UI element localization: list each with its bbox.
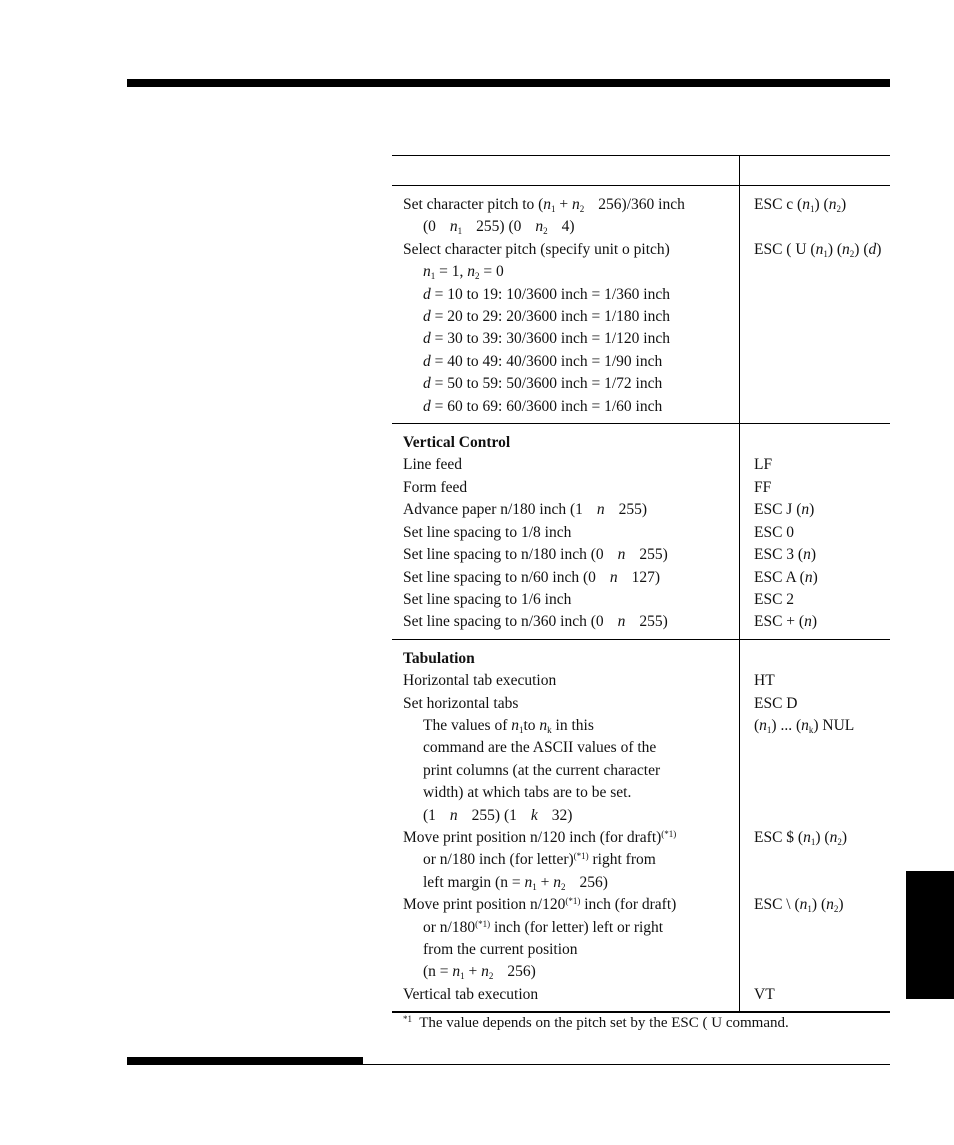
section-title-row: [392, 639, 890, 670]
chapter-tab: [906, 871, 954, 999]
table-row: width) at which tabs are to be set.: [392, 782, 890, 804]
table-row: or $n/180^{(*1)}$ inch (for letter) left or right: [392, 917, 890, 939]
table-row: $n_1 = 1$, $n_2 = 0$: [392, 261, 890, 283]
table-row: Horizontal tab execution HT: [392, 670, 890, 692]
table-row: (1 n 255) (1 k 32): [392, 805, 890, 827]
section-title-row: [392, 424, 890, 455]
bottom-rule-thin: [127, 1064, 890, 1065]
section-title: Tabulation: [403, 649, 475, 667]
command-table: [392, 155, 890, 1013]
table-row: command are the ASCII values of the: [392, 737, 890, 759]
table-row: Move print position n/120 inch (for draft)$^{(*1)}$ ESC $ $(n_1)$ $(n_2)$: [392, 827, 890, 849]
table-row: from the current position: [392, 939, 890, 961]
table-row: ($n = n_1 + n_2$ 256): [392, 961, 890, 983]
table-row: print columns (at the current character: [392, 760, 890, 782]
table-row: Set line spacing to n/60 inch (0 n 127) ESC A (n): [392, 567, 890, 589]
table-row: Set character pitch to ($n_1 + n_2$ 256)/360 inch ESC c $(n_1)$ $(n_2)$: [392, 186, 890, 217]
table-row: The values of $n_1to$ $n_k$ in this $(n_1)$ ... $(n_k)$ NUL: [392, 715, 890, 737]
table-row: (0 $n_1$ 255) (0 $n_2$ 4): [392, 216, 890, 238]
table-row: Select character pitch (specify unit o pitch) ESC ( U $(n_1)$ $(n_2)$ (d): [392, 239, 890, 261]
table-row: Set line spacing to 1/6 inch ESC 2: [392, 589, 890, 611]
table-row: d = 30 to 39: 30/3600 inch = 1/120 inch: [392, 328, 890, 350]
footnote: $^{*1}$ The value depends on the pitch set by the ESC ( U command.: [403, 1014, 789, 1031]
table-row: Set horizontal tabs ESC D: [392, 693, 890, 715]
top-rule: [127, 79, 890, 87]
table-row: Set line spacing to n/180 inch (0 n 255) ESC 3 (n): [392, 544, 890, 566]
table-row: Vertical tab execution VT: [392, 984, 890, 1012]
table-row: d = 10 to 19: 10/3600 inch = 1/360 inch: [392, 284, 890, 306]
table-row: d = 40 to 49: 40/3600 inch = 1/90 inch: [392, 351, 890, 373]
table-row: d = 60 to 69: 60/3600 inch = 1/60 inch: [392, 396, 890, 424]
table-header-row: [392, 156, 890, 186]
table-row: Form feed FF: [392, 477, 890, 499]
table-row: left margin ($n = n_1 + n_2$ 256): [392, 872, 890, 894]
table-row: Line feed LF: [392, 454, 890, 476]
table-row: d = 20 to 29: 20/3600 inch = 1/180 inch: [392, 306, 890, 328]
table-row: Move print position $n/120^{(*1)}$ inch (for draft) ESC \ $(n_1)$ $(n_2)$: [392, 894, 890, 916]
table-row: Set line spacing to n/360 inch (0 n 255) ESC + (n): [392, 611, 890, 639]
table-row: d = 50 to 59: 50/3600 inch = 1/72 inch: [392, 373, 890, 395]
section-title: Vertical Control: [403, 434, 511, 452]
table-row: Advance paper n/180 inch (1 n 255) ESC J (n): [392, 499, 890, 521]
table-row: Set line spacing to 1/8 inch ESC 0: [392, 522, 890, 544]
bottom-rule-thick: [127, 1057, 363, 1064]
table-row: or n/180 inch (for letter)$^{(*1)}$ right from: [392, 849, 890, 871]
